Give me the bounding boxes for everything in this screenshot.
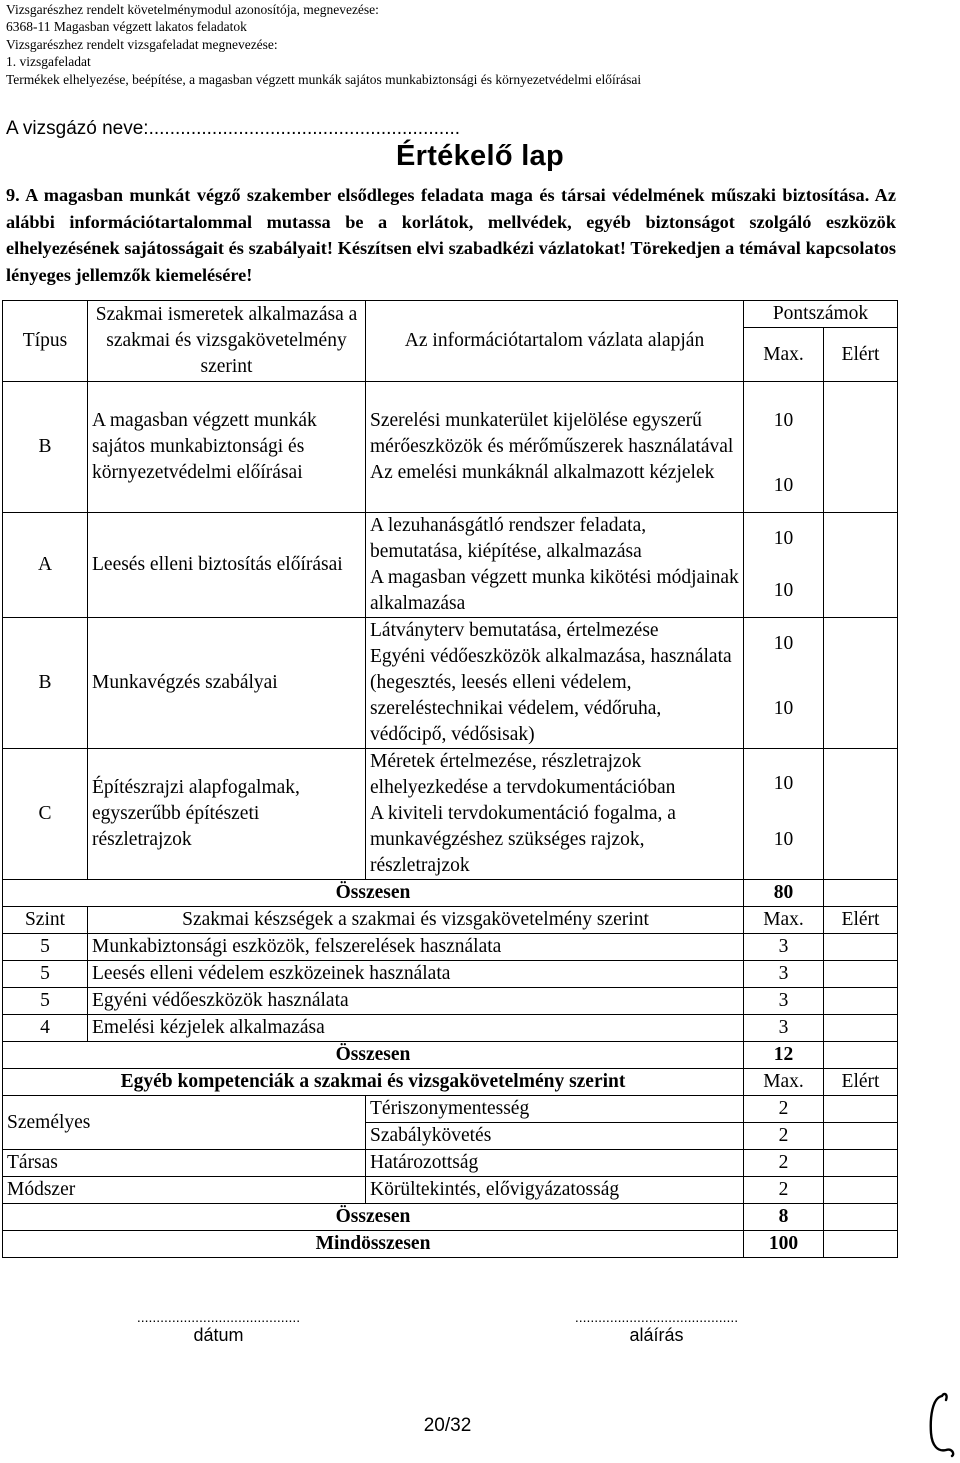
type-cell: B <box>3 382 88 513</box>
content-item: A lezuhanásgátló rendszer feladata, bemutatása, kiépítése, alkalmazása <box>370 515 647 562</box>
category-cell: Társas <box>3 1150 366 1177</box>
date-signature-block <box>86 1309 351 1346</box>
max-value: 10 <box>773 698 794 719</box>
header-achieved: Elért <box>824 907 898 934</box>
knowledge-cell: Munkavégzés szabályai <box>88 618 366 749</box>
content-item: Méretek értelmezése, részletrajzok elhelyezkedése a tervdokumentációban <box>370 751 676 798</box>
evaluation-table <box>2 300 898 1258</box>
achieved-cell[interactable] <box>824 961 898 988</box>
header-level: Szint <box>3 907 88 934</box>
max-value: 10 <box>773 475 794 496</box>
max-value: 10 <box>773 773 794 794</box>
header-max: Max. <box>744 328 824 382</box>
max-value: 10 <box>773 410 794 431</box>
header-points: Pontszámok <box>744 301 898 328</box>
max-value: 3 <box>744 961 824 988</box>
header-other: Egyéb kompetenciák a szakmai és vizsgakövetelmény szerint <box>3 1069 744 1096</box>
max-cell <box>744 382 824 513</box>
max-value: 2 <box>744 1123 824 1150</box>
signature-label: aláírás <box>629 1325 684 1345</box>
signature-dotted-line: .......................................... <box>574 1309 739 1325</box>
content-cell <box>366 513 744 618</box>
header-achieved: Elért <box>824 328 898 382</box>
knowledge-cell: Építészrajzi alapfogalmak, egyszerűbb építészeti részletrajzok <box>88 749 366 880</box>
knowledge-cell: A magasban végzett munkák sajátos munkabiztonsági és környezetvédelmi előírásai <box>88 382 366 513</box>
achieved-cell[interactable] <box>824 513 898 618</box>
date-dotted-line: .......................................... <box>136 1309 301 1325</box>
achieved-cell[interactable] <box>824 618 898 749</box>
content-item: A kiviteli tervdokumentáció fogalma, a munkavégzéshez szükséges rajzok, részletrajzok <box>370 803 676 876</box>
achieved-cell[interactable] <box>824 1042 898 1069</box>
competency-cell: Szabálykövetés <box>366 1123 744 1150</box>
content-cell <box>366 382 744 513</box>
competency-cell: Tériszonymentesség <box>366 1096 744 1123</box>
header-content: Az információtartalom vázlata alapján <box>366 301 744 382</box>
category-cell: Módszer <box>3 1177 366 1204</box>
type-cell: C <box>3 749 88 880</box>
signature-block <box>524 1309 789 1346</box>
max-value: 2 <box>744 1096 824 1123</box>
max-value: 3 <box>744 1015 824 1042</box>
content-cell <box>366 618 744 749</box>
achieved-cell[interactable] <box>824 1096 898 1123</box>
page-number: 20/32 <box>423 1415 472 1436</box>
level-cell: 4 <box>3 1015 88 1042</box>
achieved-cell[interactable] <box>824 988 898 1015</box>
max-cell <box>744 749 824 880</box>
content-item: Egyéni védőeszközök alkalmazása, használata (hegesztés, leesés elleni védelem, szereléstechnikai védelem, védőruha, védőcipő, védősisak) <box>370 646 732 745</box>
type-cell: B <box>3 618 88 749</box>
header-skills: Szakmai készségek a szakmai és vizsgakövetelmény szerint <box>88 907 744 934</box>
max-value: 10 <box>773 580 794 601</box>
total-label: Összesen <box>3 1042 744 1069</box>
grand-total-value: 100 <box>744 1231 824 1258</box>
header-line: Vizsgarészhez rendelt követelménymodul azonosítója, megnevezése: <box>6 2 379 17</box>
examinee-name-field: A vizsgázó neve:........................................................... <box>6 118 461 139</box>
skill-cell: Munkabiztonsági eszközök, felszerelések használata <box>88 934 744 961</box>
max-value: 10 <box>773 528 794 549</box>
page-title: Értékelő lap <box>396 140 564 172</box>
max-value: 2 <box>744 1150 824 1177</box>
max-cell <box>744 513 824 618</box>
total-value: 80 <box>744 880 824 907</box>
max-value: 10 <box>773 633 794 654</box>
level-cell: 5 <box>3 934 88 961</box>
total-label: Összesen <box>3 1204 744 1231</box>
skill-cell: Egyéni védőeszközök használata <box>88 988 744 1015</box>
header-achieved: Elért <box>824 1069 898 1096</box>
task-description: 9. A magasban munkát végző szakember elsődleges feladata maga és társai védelmének műszaki biztosítása. Az alábbi információtartalommal mutassa be a korlátok, mellvédek, egyéb biztonságot szolgáló eszközök elhelyezésének sajátosságait és szabályait! Készítsen elvi szabadkézi vázlatokat! Törekedjen a témával kapcsolatos lényeges jellemzők kiemelésére! <box>6 185 896 285</box>
grand-total-label: Mindösszesen <box>3 1231 744 1258</box>
achieved-cell[interactable] <box>824 1015 898 1042</box>
type-cell: A <box>3 513 88 618</box>
header-max: Max. <box>744 907 824 934</box>
achieved-cell[interactable] <box>824 382 898 513</box>
content-cell <box>366 749 744 880</box>
content-item: Szerelési munkaterület kijelölése egyszerű mérőeszközök és mérőműszerek használatával <box>370 410 734 457</box>
skill-cell: Leesés elleni védelem eszközeinek használata <box>88 961 744 988</box>
max-cell <box>744 618 824 749</box>
max-value: 3 <box>744 934 824 961</box>
achieved-cell[interactable] <box>824 934 898 961</box>
max-value: 3 <box>744 988 824 1015</box>
header-type: Típus <box>3 301 88 382</box>
header-line: Vizsgarészhez rendelt vizsgafeladat megnevezése: <box>6 36 278 52</box>
achieved-cell[interactable] <box>824 1123 898 1150</box>
handwritten-initial-mark <box>922 1388 960 1458</box>
content-item: Az emelési munkáknál alkalmazott kézjelek <box>370 462 715 483</box>
total-label: Összesen <box>3 880 744 907</box>
competency-cell: Határozottság <box>366 1150 744 1177</box>
document-header <box>6 1 641 88</box>
content-item: A magasban végzett munka kikötési módjainak alkalmazása <box>370 567 739 614</box>
header-line: Termékek elhelyezése, beépítése, a magasban végzett munkák sajátos munkabiztonsági és környezetvédelmi előírásai <box>6 71 642 87</box>
achieved-cell[interactable] <box>824 1231 898 1258</box>
competency-cell: Körültekintés, elővigyázatosság <box>366 1177 744 1204</box>
max-value: 2 <box>744 1177 824 1204</box>
header-line: 1. vizsgafeladat <box>6 54 91 70</box>
date-label: dátum <box>193 1325 244 1345</box>
achieved-cell[interactable] <box>824 1150 898 1177</box>
total-value: 12 <box>744 1042 824 1069</box>
max-value: 10 <box>773 829 794 850</box>
header-knowledge: Szakmai ismeretek alkalmazása a szakmai és vizsgakövetelmény szerint <box>88 301 366 382</box>
header-line: 6368-11 Magasban végzett lakatos feladatok <box>6 19 247 35</box>
knowledge-cell: Leesés elleni biztosítás előírásai <box>88 513 366 618</box>
achieved-cell[interactable] <box>824 749 898 880</box>
skill-cell: Emelési kézjelek alkalmazása <box>88 1015 744 1042</box>
level-cell: 5 <box>3 961 88 988</box>
content-item: Látványterv bemutatása, értelmezése <box>370 620 659 641</box>
achieved-cell[interactable] <box>824 880 898 907</box>
total-value: 8 <box>744 1204 824 1231</box>
level-cell: 5 <box>3 988 88 1015</box>
achieved-cell[interactable] <box>824 1177 898 1204</box>
achieved-cell[interactable] <box>824 1204 898 1231</box>
header-max: Max. <box>744 1069 824 1096</box>
category-cell: Személyes <box>3 1096 366 1150</box>
